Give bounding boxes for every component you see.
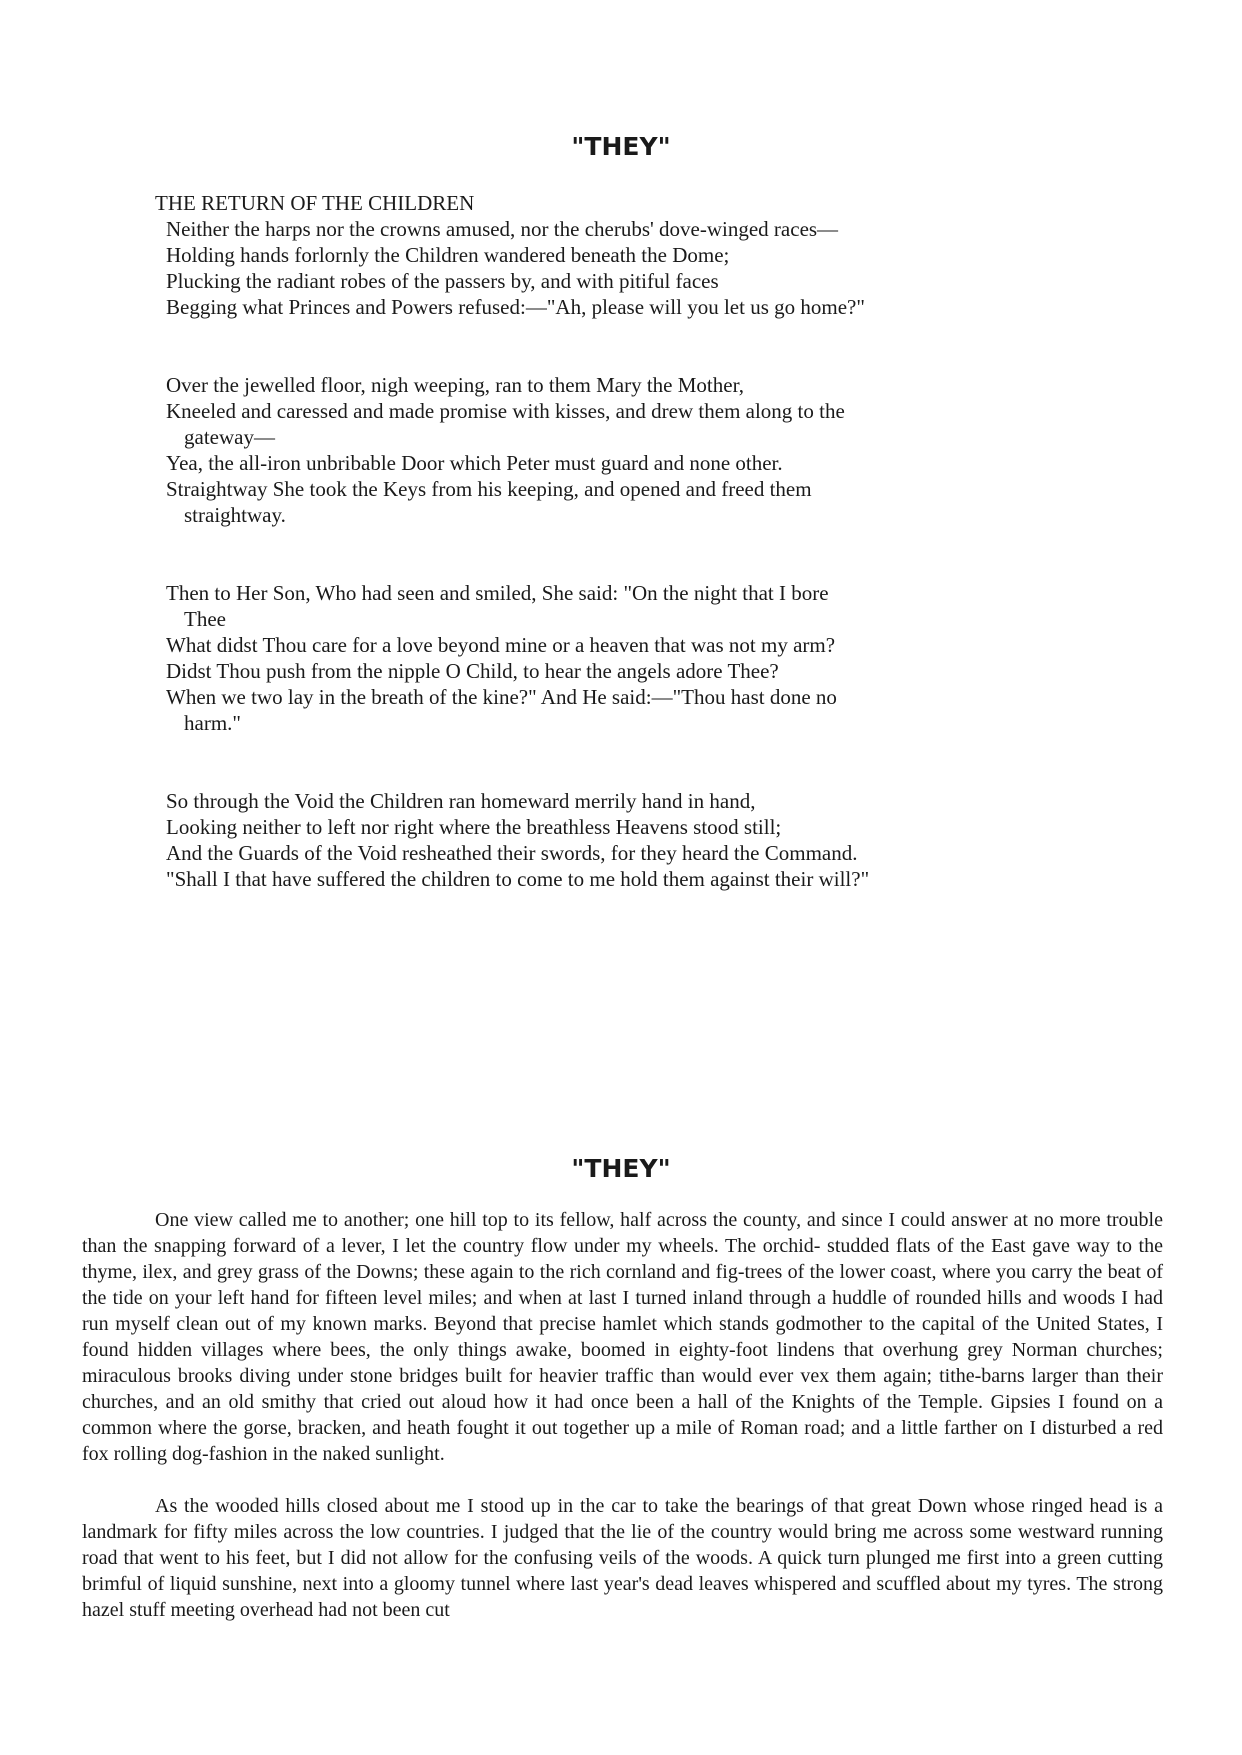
verse-line: Straightway She took the Keys from his keeping, and opened and freed them straightway.	[166, 477, 812, 527]
verse-line: Kneeled and caressed and made promise with kisses, and drew them along to the gateway—	[166, 399, 845, 449]
poem	[155, 190, 875, 944]
verse-line: Didst Thou push from the nipple O Child, to hear the angels adore Thee?	[166, 659, 779, 683]
verse-line: Begging what Princes and Powers refused:—"Ah, please will you let us go home?"	[166, 295, 865, 319]
story-title: "THEY"	[571, 1154, 671, 1183]
poem-stanza	[166, 788, 875, 892]
verse-line: Looking neither to left nor right where the breathless Heavens stood still;	[166, 815, 782, 839]
verse-line: Holding hands forlornly the Children wandered beneath the Dome;	[166, 243, 730, 267]
poem-stanza	[166, 216, 875, 320]
poem-title: "THEY"	[571, 132, 671, 161]
verse-line: Neither the harps nor the crowns amused, nor the cherubs' dove-winged races—	[166, 217, 839, 241]
story-paragraph: As the wooded hills closed about me I stood up in the car to take the bearings of that great Down whose ringed head is a landmark for fifty miles across the low countries. I judged that the lie of the country would bring me across some westward running road that went to his feet, but I did not allow for the confusing veils of the woods. A quick turn plunged me first into a green cutting brimful of liquid sunshine, next into a gloomy tunnel where last year's dead leaves whispered and scuffled about my tyres. The strong hazel stuff meeting overhead had not been cut	[82, 1495, 1163, 1621]
story-body	[82, 1207, 1163, 1649]
verse-line: Plucking the radiant robes of the passers by, and with pitiful faces	[166, 269, 719, 293]
verse-line: Then to Her Son, Who had seen and smiled, She said: "On the night that I bore Thee	[166, 581, 829, 631]
poem-heading: THE RETURN OF THE CHILDREN	[155, 191, 475, 215]
verse-line: What didst Thou care for a love beyond mine or a heaven that was not my arm?	[166, 633, 836, 657]
verse-line: Over the jewelled floor, nigh weeping, ran to them Mary the Mother,	[166, 373, 744, 397]
poem-stanza	[166, 580, 875, 736]
verse-line: When we two lay in the breath of the kine?" And He said:—"Thou hast done no harm."	[166, 685, 837, 735]
poem-stanza	[166, 372, 875, 528]
verse-line: So through the Void the Children ran homeward merrily hand in hand,	[166, 789, 756, 813]
verse-line: Yea, the all-iron unbribable Door which Peter must guard and none other.	[166, 451, 783, 475]
verse-line: "Shall I that have suffered the children to come to me hold them against their will?"	[166, 867, 870, 891]
verse-line: And the Guards of the Void resheathed their swords, for they heard the Command.	[166, 841, 858, 865]
story-paragraph: One view called me to another; one hill top to its fellow, half across the county, and since I could answer at no more trouble than the snapping forward of a lever, I let the country flow under my wheels. The orchid- studded flats of the East gave way to the thyme, ilex, and grey grass of the Downs; these again to the rich cornland and fig-trees of the lower coast, where you carry the beat of the tide on your left hand for fifteen level miles; and when at last I turned inland through a huddle of rounded hills and woods I had run myself clean out of my known marks. Beyond that precise hamlet which stands godmother to the capital of the United States, I found hidden villages where bees, the only things awake, boomed in eighty-foot lindens that overhung grey Norman churches; miraculous brooks diving under stone bridges built for heavier traffic than would ever vex them again; tithe-barns larger than their churches, and an old smithy that cried out aloud how it had once been a hall of the Knights of the Temple. Gipsies I found on a common where the gorse, bracken, and heath fought it out together up a mile of Roman road; and a little farther on I disturbed a red fox rolling dog-fashion in the naked sunlight.	[82, 1209, 1163, 1465]
